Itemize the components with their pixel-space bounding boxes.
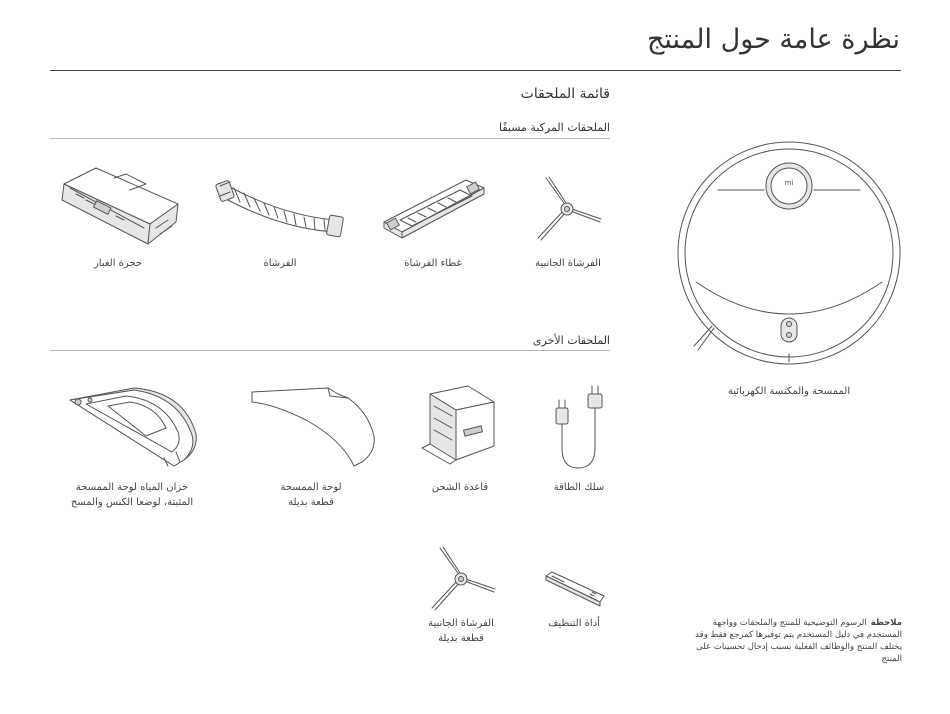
note-text: الرسوم التوضيحية للمنتج والملحقات وواجهة المستخدم في دليل المستخدم يتم توفيرها كمرجع فقط وقد يختلف المنتج والوظائف الفعلية بسبب إدخال تحسينات على المنتج <box>695 618 902 664</box>
caption-dust-bin: حجرة الغبار <box>93 258 143 269</box>
page-title: نظرة عامة حول المنتج <box>646 24 900 55</box>
title-divider <box>50 70 901 71</box>
robot-vacuum-illustration <box>676 140 902 366</box>
spare-side-brush-illustration <box>426 544 498 614</box>
main-brush-illustration <box>214 176 346 242</box>
preinstalled-heading: الملحقات المركبة مسبقًا <box>498 121 610 134</box>
caption-mop-pad <box>280 480 341 510</box>
caption-mop-pad-line1: لوحة الممسحة <box>280 482 342 493</box>
caption-spare-side-brush-line2: قطعة بديلة <box>438 633 484 644</box>
caption-cleaning-tool: أداة التنظيف <box>548 618 600 629</box>
caption-side-brush: الفرشاة الجانبية <box>535 258 601 269</box>
preinstalled-divider <box>50 138 610 139</box>
water-tank-illustration <box>64 386 200 470</box>
side-brush-illustration <box>532 174 604 244</box>
cleaning-tool-illustration <box>542 568 608 608</box>
mop-pad-illustration <box>244 386 378 466</box>
section-title: قائمة الملحقات <box>520 86 610 102</box>
caption-mop-pad-line2: قطعة بديلة <box>288 497 334 508</box>
power-cord-illustration <box>548 384 608 472</box>
caption-robot: الممسحة والمكنسة الكهربائية <box>727 386 851 397</box>
caption-spare-side-brush <box>428 616 494 646</box>
caption-water-tank-line1: خزان المياه لوحة الممسحة <box>75 482 189 493</box>
charging-dock-illustration <box>420 384 498 464</box>
caption-water-tank <box>71 480 193 510</box>
caption-main-brush: الفرشاة <box>263 258 297 269</box>
robot-logo: mi <box>784 179 794 187</box>
note <box>688 617 902 665</box>
caption-water-tank-line2: المثبتة، لوضعا الكنس والمسح <box>70 497 194 508</box>
brush-cover-illustration <box>380 176 488 242</box>
note-label: ملاحظة <box>870 618 902 628</box>
others-heading: الملحقات الأخرى <box>532 334 610 347</box>
caption-charging-dock: قاعدة الشحن <box>431 482 489 493</box>
caption-power-cord: سلك الطاقة <box>553 482 605 493</box>
dust-bin-illustration <box>56 164 182 250</box>
caption-spare-side-brush-line1: الفرشاة الجانبية <box>428 618 494 629</box>
caption-brush-cover: غطاء الفرشاة <box>404 258 462 269</box>
others-divider <box>50 350 610 351</box>
